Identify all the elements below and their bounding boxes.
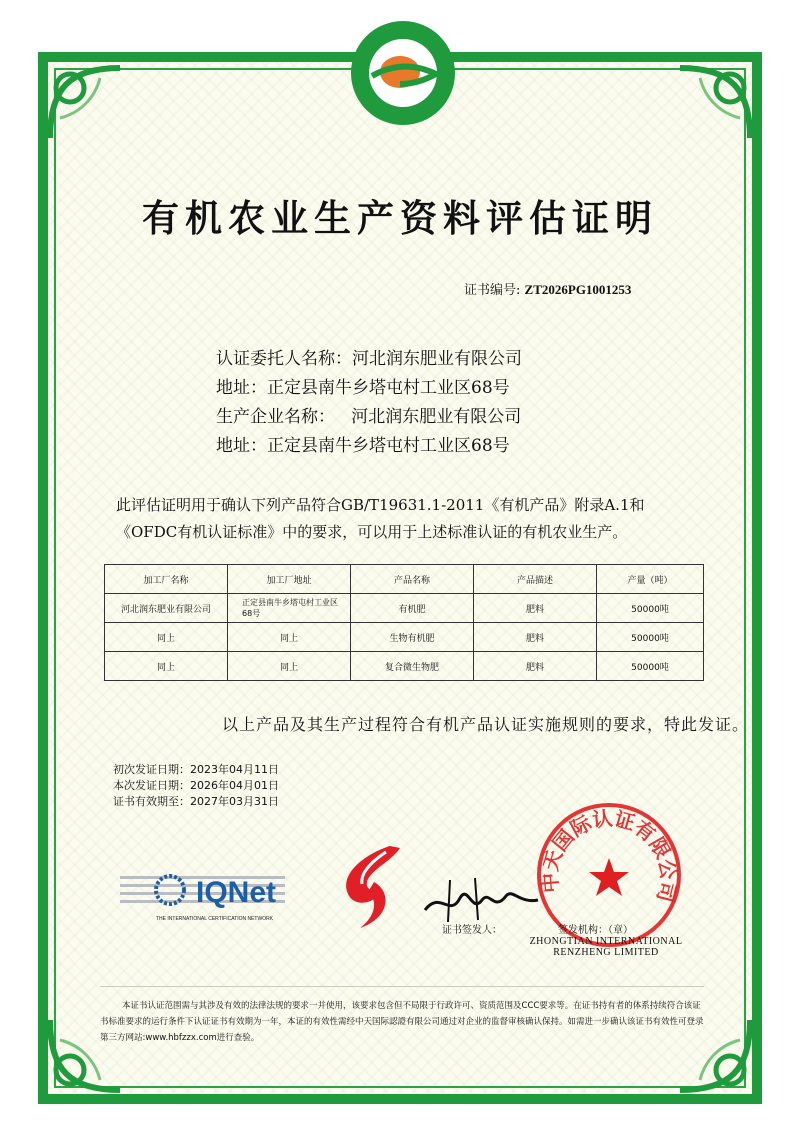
client-address: 地址：正定县南牛乡塔屯村工业区68号	[216, 378, 510, 398]
table-cell: 肥料	[474, 623, 597, 652]
this-issue-date: 本次发证日期：2026年04月01日	[113, 779, 279, 792]
table-cell: 50000吨	[597, 623, 704, 652]
star-icon	[589, 858, 629, 896]
valid-until-date: 证书有效期至：2027年03月31日	[113, 795, 279, 808]
corner-ornament-icon	[670, 58, 760, 148]
issue-dates	[113, 762, 279, 810]
statement	[116, 492, 706, 546]
client-name: 认证委托人名称：河北润东肥业有限公司	[216, 349, 522, 369]
statement-line: 此评估证明用于确认下列产品符合GB/T19631.1-2011《有机产品》附录A.1和	[116, 496, 645, 514]
footer-note: 本证书认证范围需与其涉及有效的法律法规的要求一并使用，该要求包含但不局限于行政许可、资质范围及CCC要求等。在证书持有者的体系持续符合该证书标准要求的运行条件下认证证书有效期为一年，本证的有效性需经中天国际認證有限公司通过对企业的监督审核确认保持。如需进一步确认该证书有效性可登录第三方网站:www.hbfzzx.com进行查验。	[100, 1001, 704, 1043]
iqnet-logo	[120, 868, 285, 928]
table-cell: 肥料	[474, 594, 597, 623]
first-issue-date: 初次发证日期：2023年04月11日	[113, 763, 279, 776]
signer-label: 证书签发人：	[442, 925, 502, 936]
conclusion: 以上产品及其生产过程符合有机产品认证实施规则的要求，特此发证。	[222, 715, 750, 734]
statement-line: 《OFDC有机认证标准》中的要求，可以用于上述标准认证的有机农业生产。	[116, 523, 628, 541]
table-cell: 同上	[105, 623, 228, 652]
column-header: 产量（吨）	[597, 565, 704, 594]
certificate-number-value: ZT2026PG1001253	[524, 282, 632, 297]
page-title: 有机农业生产资料评估证明	[142, 196, 658, 240]
table-cell: 同上	[105, 652, 228, 681]
table-cell: 河北润东肥业有限公司	[105, 594, 228, 623]
table-cell: 50000吨	[597, 652, 704, 681]
column-header: 加工厂名称	[105, 565, 228, 594]
column-header: 产品描述	[474, 565, 597, 594]
party-info	[216, 345, 522, 461]
divider	[100, 986, 704, 987]
iqnet-name: IQNet	[196, 876, 277, 909]
table-cell: 同上	[228, 652, 351, 681]
table-cell: 复合微生物肥	[351, 652, 474, 681]
svg-text:中天国际认证有限公司	[537, 806, 680, 905]
seal-text: 中天国际认证有限公司	[537, 806, 681, 905]
organic-logo	[348, 18, 458, 128]
issuer-english-name	[516, 936, 696, 958]
flame-logo	[330, 842, 410, 930]
column-header: 加工厂地址	[228, 565, 351, 594]
issuer-label: 签发机构：（章）	[558, 925, 633, 936]
column-header: 产品名称	[351, 565, 474, 594]
certificate-number-label: 证书编号:	[464, 283, 521, 298]
table-cell: 50000吨	[597, 594, 704, 623]
table-header-row	[105, 565, 704, 594]
certificate-number	[464, 279, 631, 298]
table-cell: 生物有机肥	[351, 623, 474, 652]
table-row	[105, 594, 704, 623]
table-cell: 同上	[228, 623, 351, 652]
iqnet-subtitle: THE INTERNATIONAL CERTIFICATION NETWORK	[156, 916, 274, 922]
issuer-english-line: RENZHENG LIMITED	[553, 947, 659, 958]
producer-address: 地址：正定县南牛乡塔屯村工业区68号	[216, 436, 510, 456]
product-table	[104, 564, 704, 681]
producer-name: 生产企业名称： 河北润东肥业有限公司	[216, 407, 522, 427]
table-cell: 正定县南牛乡塔屯村工业区68号	[228, 594, 351, 623]
table-row	[105, 623, 704, 652]
table-cell: 肥料	[474, 652, 597, 681]
table-row	[105, 652, 704, 681]
table-cell: 有机肥	[351, 594, 474, 623]
issuer-english-line: ZHONGTIAN INTERNATIONAL	[529, 936, 683, 947]
corner-ornament-icon	[40, 58, 130, 148]
